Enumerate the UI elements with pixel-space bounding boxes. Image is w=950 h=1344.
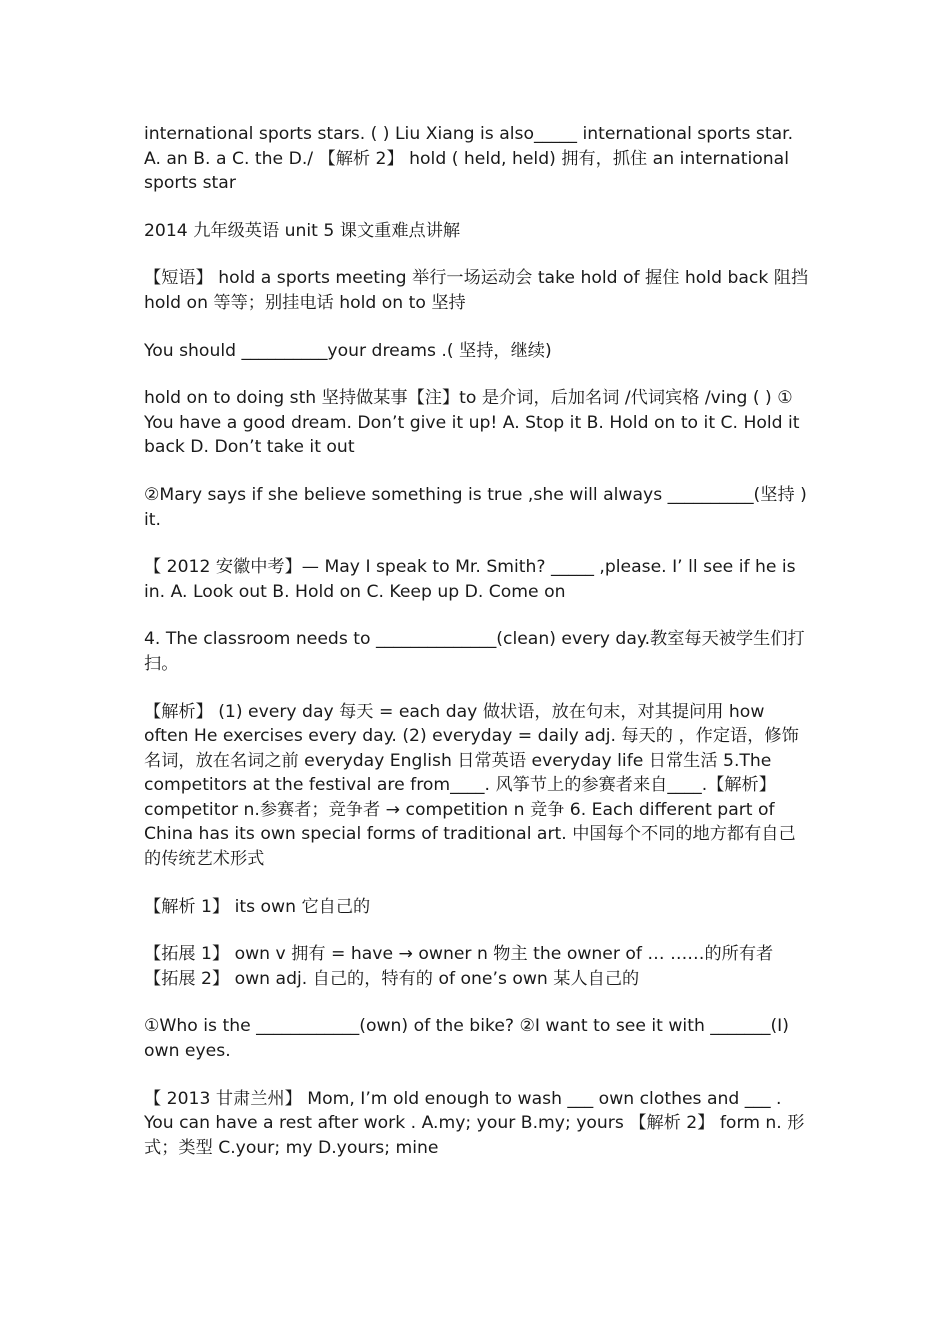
paragraph-intro-sports-star: international sports stars. ( ) Liu Xiang is also_____ international sports star. A. an B. a C. the D./ 【解析 2】 hold ( held, held) 拥有，抓住 an international sports star xyxy=(144,124,794,194)
document-page xyxy=(144,122,812,1183)
paragraph-phrases: 【短语】 hold a sports meeting 举行一场运动会 take hold of 握住 hold back 阻挡 hold on 等等；别挂电话 hold on to 坚持 xyxy=(144,268,809,313)
paragraph-exercise-owner: ①Who is the ____________(own) of the bike? ②I want to see it with _______(I) own eyes. xyxy=(144,1016,789,1062)
paragraph-every-day-analysis: 【解析】 (1) every day 每天 = each day 做状语，放在句末，对其提问用 how often He exercises every day. (2) everyday = daily adj. 每天的 ，作定语，修饰名词，放在名词之前 everyday English 日常英语 everyday life 日常生活 5.The competitors at the festival are from____. 风筝节上的参赛者来自____.【解析】 competitor n.参赛者；竞争者 → competition n 竞争 6. Each different part of China has its own special forms of traditional art. 中国每个不同的地方都有自己的传统艺术形式 xyxy=(144,701,799,870)
paragraph-classroom: 4. The classroom needs to ______________(clean) every day.教室每天被学生们打扫。 xyxy=(144,629,805,674)
paragraph-its-own: 【解析 1】 its own 它自己的 xyxy=(144,896,371,917)
paragraph-exercise-dreams: You should __________your dreams .( 坚持，继续) xyxy=(144,340,552,361)
paragraph-lesson-title: 2014 九年级英语 unit 5 课文重难点讲解 xyxy=(144,220,461,241)
paragraph-anhui-exam: 【 2012 安徽中考】— May I speak to Mr. Smith? _____ ,please. I’ ll see if he is in. A. Look out B. Hold on C. Keep up D. Come on xyxy=(144,557,796,602)
paragraph-gansu-exam: 【 2013 甘肃兰州】 Mom, I’m old enough to wash ___ own clothes and ___ . You can have a rest after work . A.my; your B.my; yours 【解析 2】 form n. 形式；类型 C.your; my D.yours; mine xyxy=(144,1088,805,1158)
paragraph-own-extension: 【拓展 1】 own v 拥有 = have → owner n 物主 the owner of … ……的所有者 【拓展 2】 own adj. 自己的，特有的 of one’s own 某人自己的 xyxy=(144,944,774,989)
paragraph-exercise-mary: ②Mary says if she believe something is true ,she will always __________(坚持 ) it. xyxy=(144,484,807,530)
paragraph-hold-on-to-note: hold on to doing sth 坚持做某事【注】to 是介词，后加名词 /代词宾格 /ving ( ) ① You have a good dream. Don’t give it up! A. Stop it B. Hold on to it C. Hold it back D. Don’t take it out xyxy=(144,388,800,458)
